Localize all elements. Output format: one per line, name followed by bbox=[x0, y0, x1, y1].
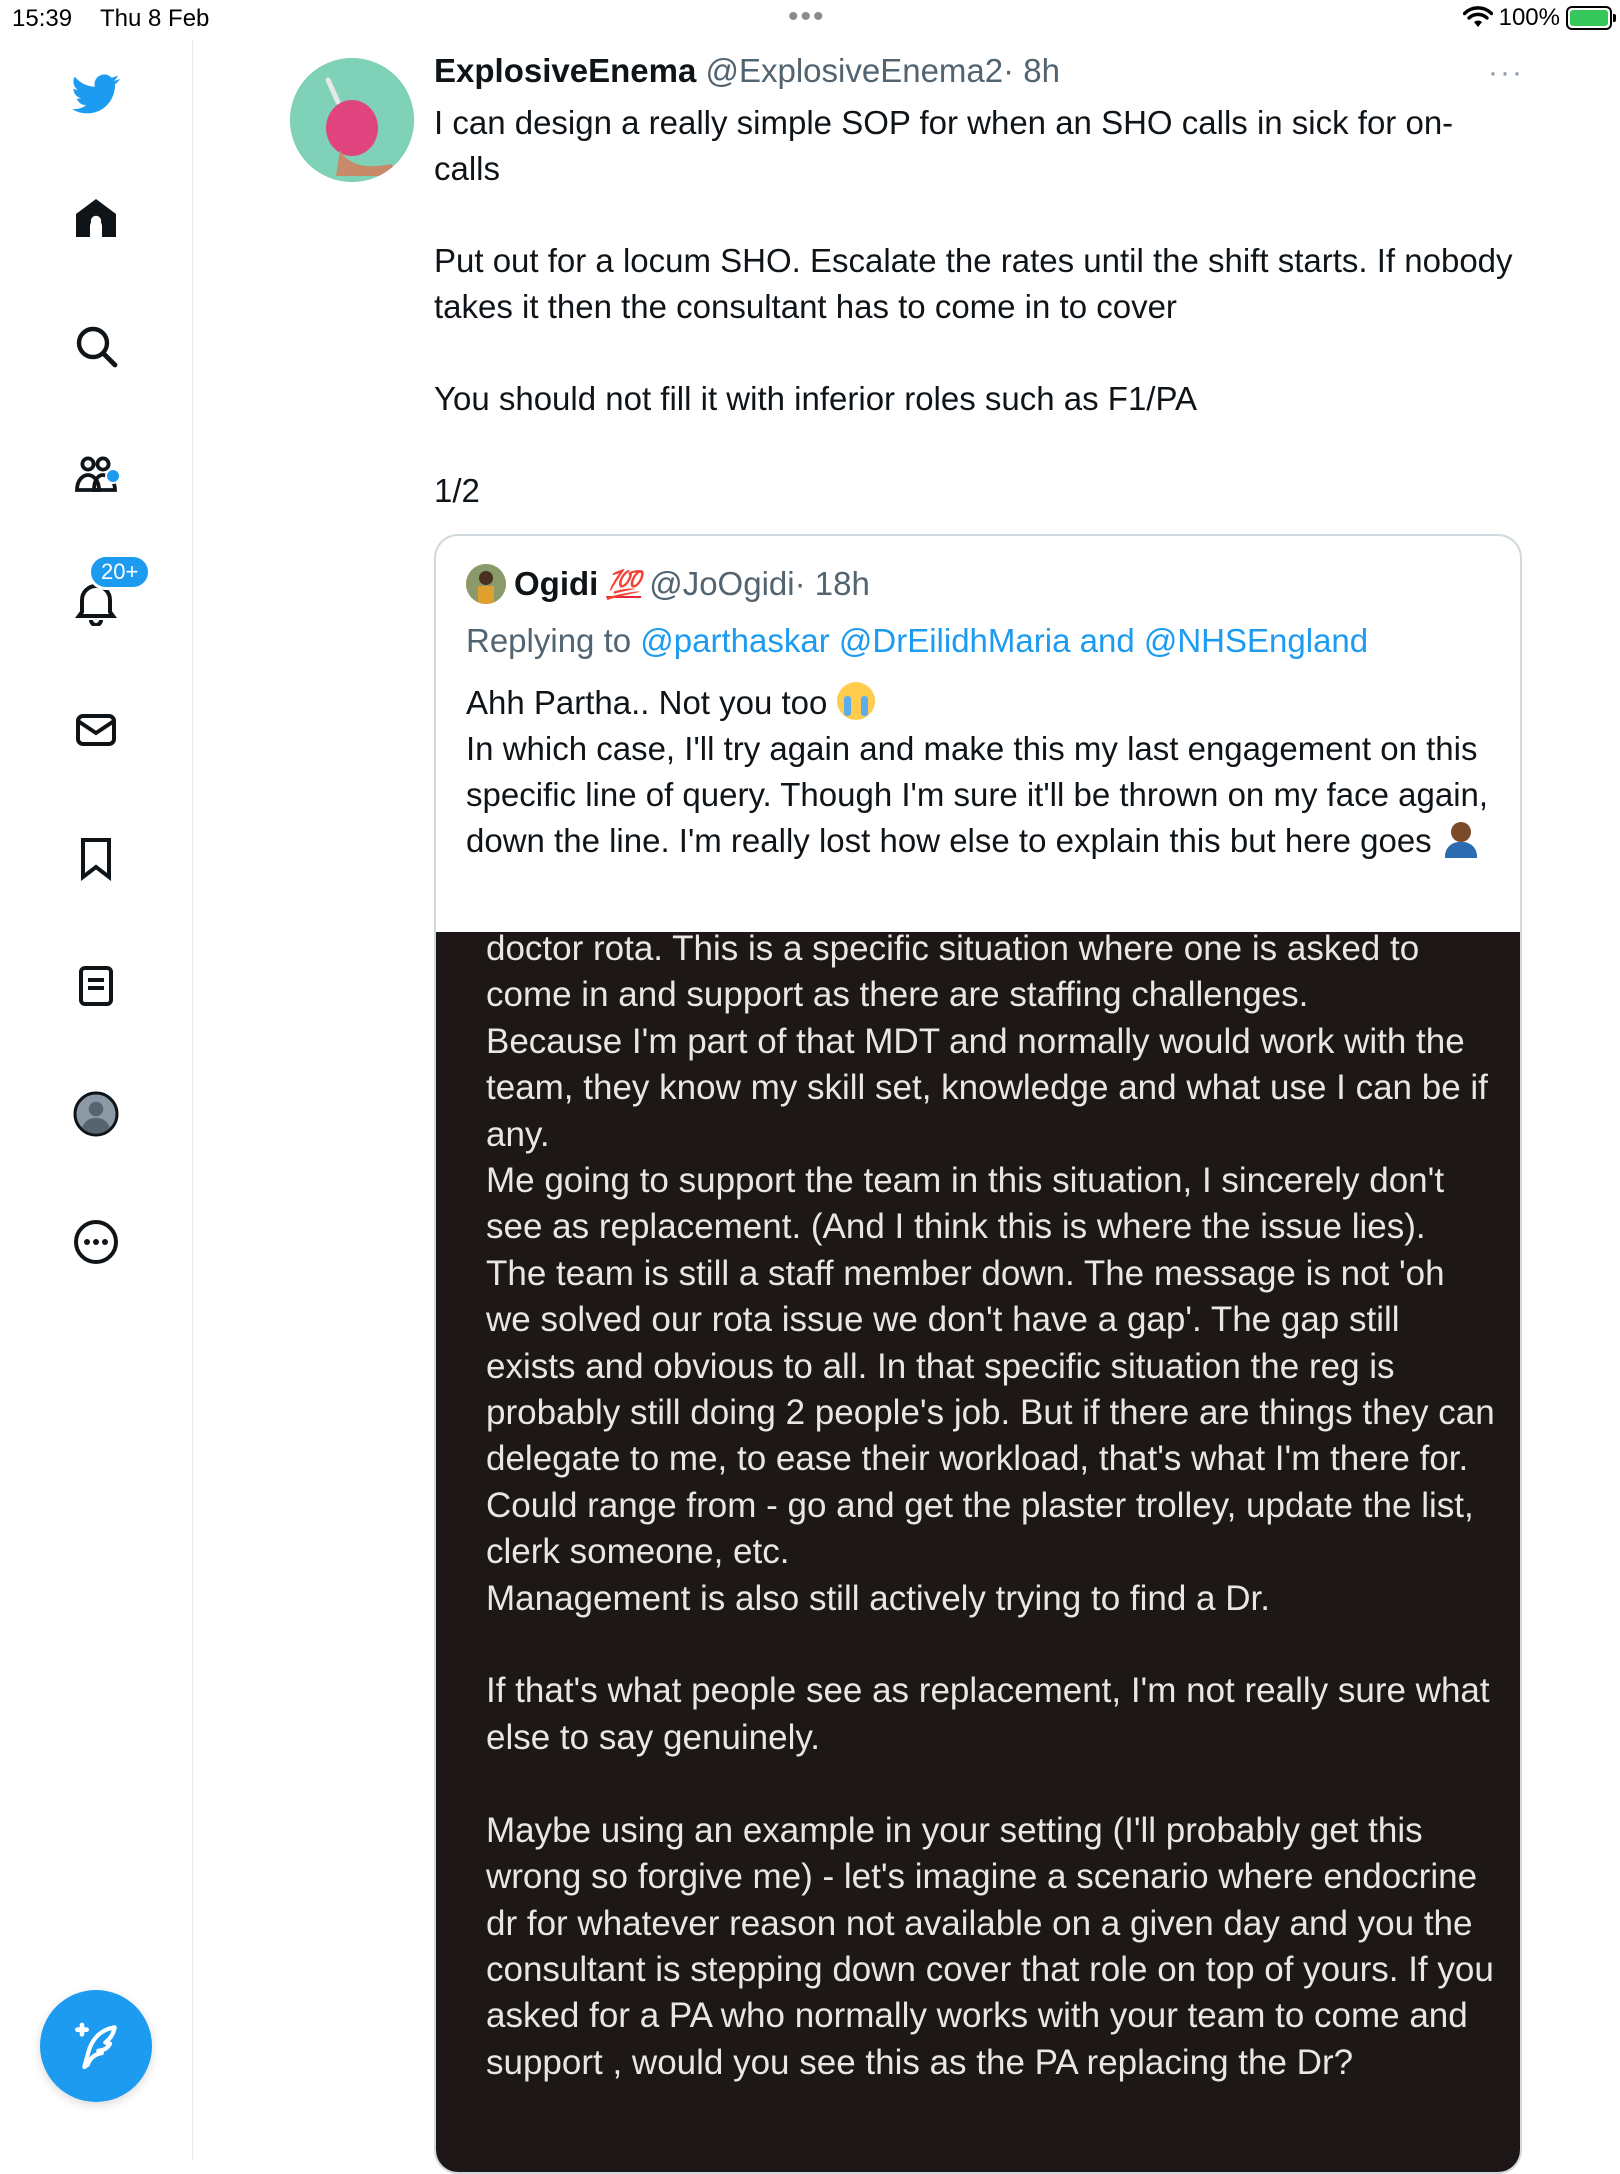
bookmarks-icon[interactable] bbox=[70, 832, 122, 884]
communities-dot-badge bbox=[105, 468, 121, 484]
status-time: 15:39 bbox=[12, 5, 73, 32]
image-paragraph: If that's what people see as replacement, I'm not really sure what else to say genuinely. bbox=[486, 1671, 1490, 1757]
tweet-paragraph: Put out for a locum SHO. Escalate the rates until the shift starts. If nobody takes it then the consultant has to come in to cover bbox=[434, 242, 1513, 325]
quoted-text-line: Ahh Partha.. Not you too bbox=[466, 684, 828, 721]
quoted-author-avatar[interactable] bbox=[466, 564, 506, 604]
mention-link[interactable]: @DrEilidhMaria bbox=[838, 622, 1071, 659]
tweet-more-icon[interactable]: ··· bbox=[1488, 56, 1524, 89]
status-right bbox=[1463, 4, 1612, 32]
multitasking-dots-icon[interactable]: ••• bbox=[788, 0, 826, 33]
tweet-header bbox=[434, 52, 1060, 90]
notifications-badge: 20+ bbox=[88, 554, 151, 590]
replying-to-label: Replying to bbox=[466, 622, 632, 659]
quoted-author-name[interactable]: Ogidi bbox=[514, 565, 599, 602]
status-bar bbox=[0, 0, 1620, 40]
mention-link[interactable]: @NHSEngland bbox=[1143, 622, 1369, 659]
compose-tweet-button[interactable] bbox=[40, 1990, 152, 2102]
more-options-icon[interactable] bbox=[70, 1216, 122, 1268]
image-paragraph: Because I'm part of that MDT and normally would work with the team, they know my skill set, knowledge and what use I can be if any. bbox=[486, 1021, 1488, 1154]
quoted-tweet-body bbox=[466, 680, 1496, 864]
tweet-paragraph: I can design a really simple SOP for when an SHO calls in sick for on-calls bbox=[434, 104, 1454, 187]
image-paragraph: Management is also still actively trying to find a Dr. bbox=[486, 1578, 1270, 1618]
battery-percent: 100% bbox=[1498, 4, 1560, 31]
tweet-body bbox=[434, 100, 1514, 514]
hundred-points-emoji: 💯 bbox=[606, 568, 642, 600]
quoted-text-line: In which case, I'll try again and make this my last engagement on this specific line of query. Though I'm sure it'll be thrown on my face again, down the line. I'm really lost how else to explain this but here goes bbox=[466, 730, 1489, 859]
image-paragraph: doctor rota. This is a specific situation where one is asked to come in and support as there are staffing challenges. bbox=[486, 932, 1420, 1015]
messages-icon[interactable] bbox=[70, 704, 122, 756]
compose-feather-icon bbox=[68, 2018, 124, 2074]
tweet-author-handle[interactable]: @ExplosiveEnema2 bbox=[705, 52, 1004, 89]
image-paragraph: Me going to support the team in this situation, I sincerely don't see as replacement. (And I think this is where the issue lies). bbox=[486, 1161, 1445, 1247]
tweet-time[interactable]: · 8h bbox=[1003, 52, 1060, 89]
screenshot-text bbox=[486, 932, 1496, 2086]
twitter-logo-icon[interactable] bbox=[70, 68, 122, 120]
tweet-author-name[interactable]: ExplosiveEnema bbox=[434, 52, 697, 89]
quoted-tweet-image[interactable] bbox=[436, 932, 1522, 2174]
sidebar-nav bbox=[0, 40, 193, 2160]
enema-bulb-icon bbox=[290, 58, 414, 182]
image-paragraph: Maybe using an example in your setting (I'll probably get this wrong so forgive me) - let's imagine a scenario where endocrine dr for whatever reason not available on a given day and you the consultant is stepping down cover that role on top of yours. If you asked for a PA who normally works with your team to come and support , would you see this as the PA replacing the Dr? bbox=[486, 1810, 1494, 2082]
crying-face-emoji bbox=[837, 682, 875, 720]
lists-icon[interactable] bbox=[70, 960, 122, 1012]
mention-link[interactable]: @parthaskar bbox=[640, 622, 830, 659]
tweet-paragraph: You should not fill it with inferior roles such as F1/PA bbox=[434, 380, 1198, 417]
image-blank-line bbox=[486, 1761, 1496, 1807]
quoted-tweet-header bbox=[466, 564, 870, 604]
quoted-author-handle[interactable]: @JoOgidi bbox=[649, 565, 795, 602]
search-icon[interactable] bbox=[70, 320, 122, 372]
replying-to bbox=[466, 622, 1368, 660]
person-shrugging-emoji bbox=[1441, 820, 1479, 858]
replying-and: and bbox=[1079, 622, 1135, 659]
tweet-author-avatar[interactable] bbox=[290, 58, 414, 182]
wifi-icon bbox=[1463, 6, 1493, 30]
quoted-tweet-time[interactable]: · 18h bbox=[794, 565, 870, 602]
image-blank-line bbox=[486, 1622, 1496, 1668]
image-paragraph: The team is still a staff member down. The message is not 'oh we solved our rota issue we don't have a gap'. The gap still exists and obvious to all. In that specific situation the reg is probably still doing 2 people's job. But if there are things they can delegate to me, to ease their workload, that's what I'm there for. Could range from - go and get the plaster trolley, update the list, clerk someone, etc. bbox=[486, 1253, 1495, 1572]
tweet-thread-count: 1/2 bbox=[434, 472, 480, 509]
home-icon[interactable] bbox=[70, 192, 122, 244]
status-date: Thu 8 Feb bbox=[100, 5, 210, 32]
battery-icon bbox=[1566, 6, 1612, 30]
quoted-tweet-card[interactable] bbox=[434, 534, 1522, 2174]
profile-avatar-icon[interactable] bbox=[70, 1088, 122, 1140]
